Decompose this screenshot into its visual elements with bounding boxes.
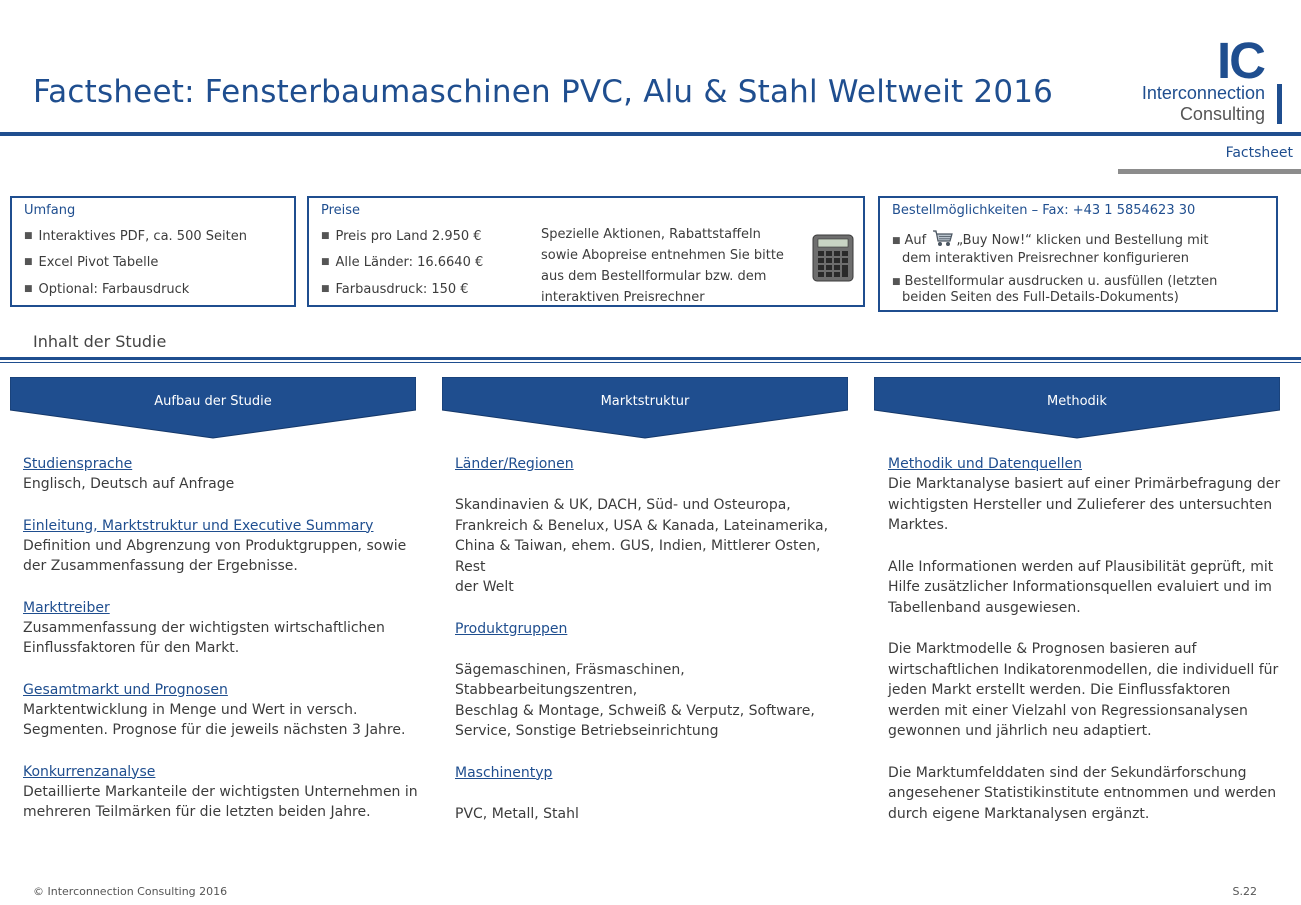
section-text: Beschlag & Montage, Schweiß & Verputz, Software, [455,702,815,719]
section-heading-link[interactable]: Methodik und Datenquellen [888,456,1083,472]
bullet-icon: ■ [892,277,901,287]
bestell-box [878,196,1278,312]
umfang-box [10,196,296,307]
preise-note-line: sowie Abopreise entnehmen Sie bitte [541,248,784,263]
section-text: wichtigsten Hersteller und Zulieferer des untersuchten [888,496,1273,513]
section-text: Die Marktmodelle & Prognosen basieren auf [888,641,1197,657]
section-text: Frankreich & Benelux, USA & Kanada, Lateinamerika, [455,517,829,534]
column-marktstruktur [455,454,850,824]
section-heading-link[interactable]: Studiensprache [23,456,133,472]
section-text: Detaillierte Markanteile der wichtigsten Unternehmen in [23,783,418,800]
preise-note-line: Spezielle Aktionen, Rabattstaffeln [541,227,761,242]
section-text: Einflussfaktoren für den Markt. [23,640,240,656]
section-rule-thin [0,362,1301,363]
factsheet-rule [1118,169,1301,174]
section-text: wirtschaftlichen Indikatorenmodellen, die individuell für [888,661,1279,678]
column-header-label: Marktstruktur [600,394,690,409]
logo-text-line2: Consulting [1179,104,1265,124]
section-text: Sägemaschinen, Fräsmaschinen, Stabbearbeitungszentren, [455,661,685,698]
section-text: Skandinavien & UK, DACH, Süd- und Osteuropa, [455,497,791,513]
bestell-item1-line2: dem interaktiven Preisrechner konfigurieren [902,251,1190,266]
bestell-item2-line2: beiden Seiten des Full-Details-Dokuments) [902,290,1179,305]
column-header-aufbau [10,377,416,439]
section-text: Definition und Abgrenzung von Produktgruppen, sowie [23,537,407,554]
column-header-methodik [874,377,1280,439]
column-methodik [888,454,1283,824]
section-heading-link[interactable]: Länder/Regionen [455,456,574,472]
section-text: Hilfe zusätzlicher Informationsquellen evaluiert und im [888,579,1272,595]
logo-mark: IC [1217,32,1264,89]
section-text: Marktes. [888,517,949,533]
bestell-item-form [892,274,1272,305]
section-text: Englisch, Deutsch auf Anfrage [23,476,235,492]
preise-note-line: aus dem Bestellformular bzw. dem [541,269,767,284]
inhalt-title: Inhalt der Studie [33,332,167,351]
section-text: China & Taiwan, ehem. GUS, Indien, Mittlerer Osten, Rest [455,538,821,575]
section-text: gewonnen und jährlich neu adaptiert. [888,723,1152,739]
section-text: Segmenten. Prognose für die jeweils nächsten 3 Jahre. [23,722,406,738]
shopping-cart-icon[interactable] [932,230,954,251]
column-header-marktstruktur [442,377,848,439]
umfang-item: ■ Interaktives PDF, ca. 500 Seiten [24,229,247,244]
logo-bar [1277,84,1282,124]
preise-item: ■ Alle Länder: 16.6640 € [321,255,483,270]
logo-text-line1: Interconnection [1141,83,1265,103]
preise-note [541,224,811,308]
column-header-label: Methodik [1047,394,1107,409]
section-rule [0,357,1301,360]
calculator-icon[interactable] [812,234,854,282]
section-text: jeden Markt erstellt werden. Die Einflussfaktoren [888,682,1231,698]
bestell-item1-text: „Buy Now!“ klicken und Bestellung mit [956,233,1209,248]
factsheet-label: Factsheet [1225,145,1293,161]
bestell-item1-pre: Auf [904,233,927,248]
section-text: angesehener Statistikinstitute entnommen und werden [888,785,1277,801]
bestell-item-buy-now [892,230,1272,266]
umfang-title: Umfang [24,203,76,218]
section-text: Die Marktumfelddaten sind der Sekundärforschung [888,764,1247,781]
column-header-label: Aufbau der Studie [154,394,272,409]
section-text: werden mit einer Vielzahl von Regressionsanalysen [888,702,1248,719]
header-rule [0,132,1301,136]
section-text: Marktentwicklung in Menge und Wert in versch. [23,701,358,718]
umfang-item: ■ Optional: Farbausdruck [24,282,189,297]
section-text: der Welt [455,579,514,595]
section-text: Alle Informationen werden auf Plausibilität geprüft, mit [888,558,1274,575]
page-title: Factsheet: Fensterbaumaschinen PVC, Alu & Stahl Weltweit 2016 [33,74,1054,110]
bestell-title: Bestellmöglichkeiten – Fax: +43 1 5854623 30 [892,203,1196,218]
umfang-item: ■ Excel Pivot Tabelle [24,255,158,270]
section-heading-link[interactable]: Gesamtmarkt und Prognosen [23,681,228,698]
preise-title: Preise [321,203,361,218]
section-text: PVC, Metall, Stahl [455,805,579,822]
bestell-item2-line1: Bestellformular ausdrucken u. ausfüllen (letzten [904,274,1218,289]
preise-box [307,196,865,307]
preise-item: ■ Preis pro Land 2.950 € [321,229,482,244]
bullet-icon: ■ [892,236,901,246]
section-text: Tabellenband ausgewiesen. [888,599,1081,616]
company-logo [1112,32,1292,130]
section-heading-link[interactable]: Konkurrenzanalyse [23,763,156,780]
section-text: Die Marktanalyse basiert auf einer Primärbefragung der [888,476,1281,492]
section-text: der Zusammenfassung der Ergebnisse. [23,558,298,574]
section-heading-link[interactable]: Maschinentyp [455,764,553,781]
preise-item: ■ Farbausdruck: 150 € [321,282,469,297]
section-heading-link[interactable]: Einleitung, Marktstruktur und Executive Summary [23,517,374,534]
section-text: Zusammenfassung der wichtigsten wirtschaftlichen [23,619,385,636]
section-heading-link[interactable]: Markttreiber [23,599,110,616]
column-aufbau [23,454,418,823]
preise-note-line: interaktiven Preisrechner [541,290,705,305]
footer-copyright: © Interconnection Consulting 2016 [33,885,228,898]
page-number: S.22 [1232,885,1257,898]
section-text: Service, Sonstige Betriebseinrichtung [455,723,719,739]
section-text: durch eigene Marktanalysen ergänzt. [888,805,1150,822]
section-heading-link[interactable]: Produktgruppen [455,620,568,637]
section-text: mehreren Teilmärken für die letzten beiden Jahre. [23,804,371,820]
